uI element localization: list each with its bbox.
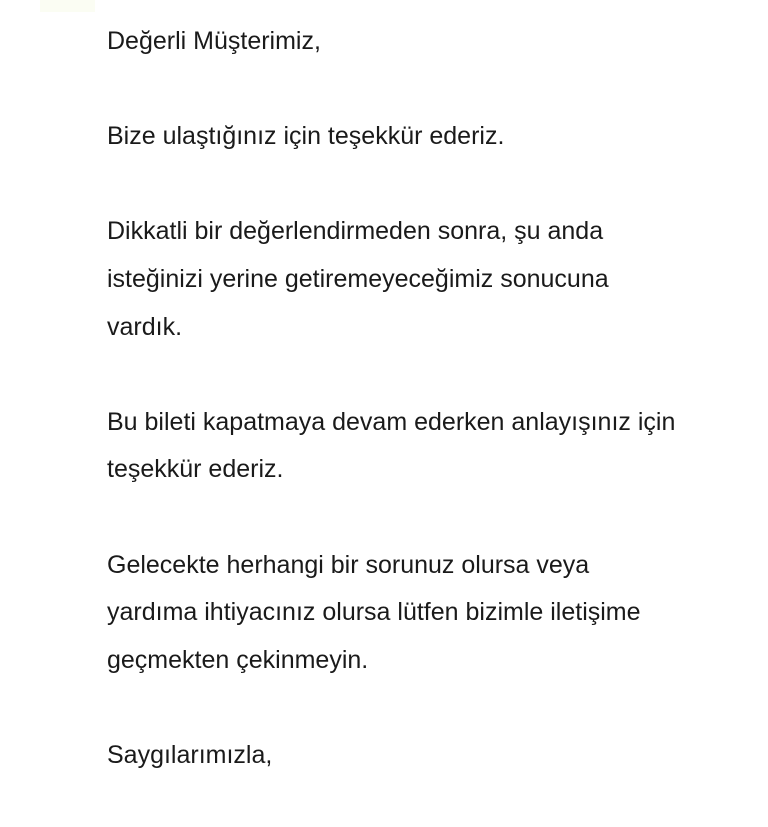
- paragraph-line: Bize ulaştığınız için teşekkür ederiz.: [107, 122, 505, 151]
- paragraph-line: Bu bileti kapatmaya devam ederken anlayışınız için: [107, 407, 676, 436]
- paragraph: [107, 542, 675, 685]
- paragraph-line: yardıma ihtiyacınız olursa lütfen bizimle iletişime: [107, 598, 641, 627]
- paragraph-line: geçmekten çekinmeyin.: [107, 645, 369, 674]
- greeting-text: Değerli Müşterimiz,: [107, 27, 321, 55]
- paragraph-line: teşekkür ederiz.: [107, 455, 284, 484]
- closing-text: Saygılarımızla,: [107, 740, 273, 769]
- paragraph-line: isteğinizi yerine getiremeyeceğimiz sonucuna: [107, 264, 609, 293]
- paragraph: [107, 399, 675, 494]
- top-decoration: [40, 0, 95, 12]
- paragraph: [107, 208, 675, 351]
- greeting: [107, 18, 675, 66]
- paragraph: [107, 113, 675, 161]
- paragraph-line: Dikkatli bir değerlendirmeden sonra, şu anda: [107, 217, 604, 246]
- letter-body: [107, 18, 675, 827]
- paragraph-line: vardık.: [107, 312, 183, 341]
- closing: [107, 732, 675, 780]
- paragraph-line: Gelecekte herhangi bir sorunuz olursa veya: [107, 550, 590, 579]
